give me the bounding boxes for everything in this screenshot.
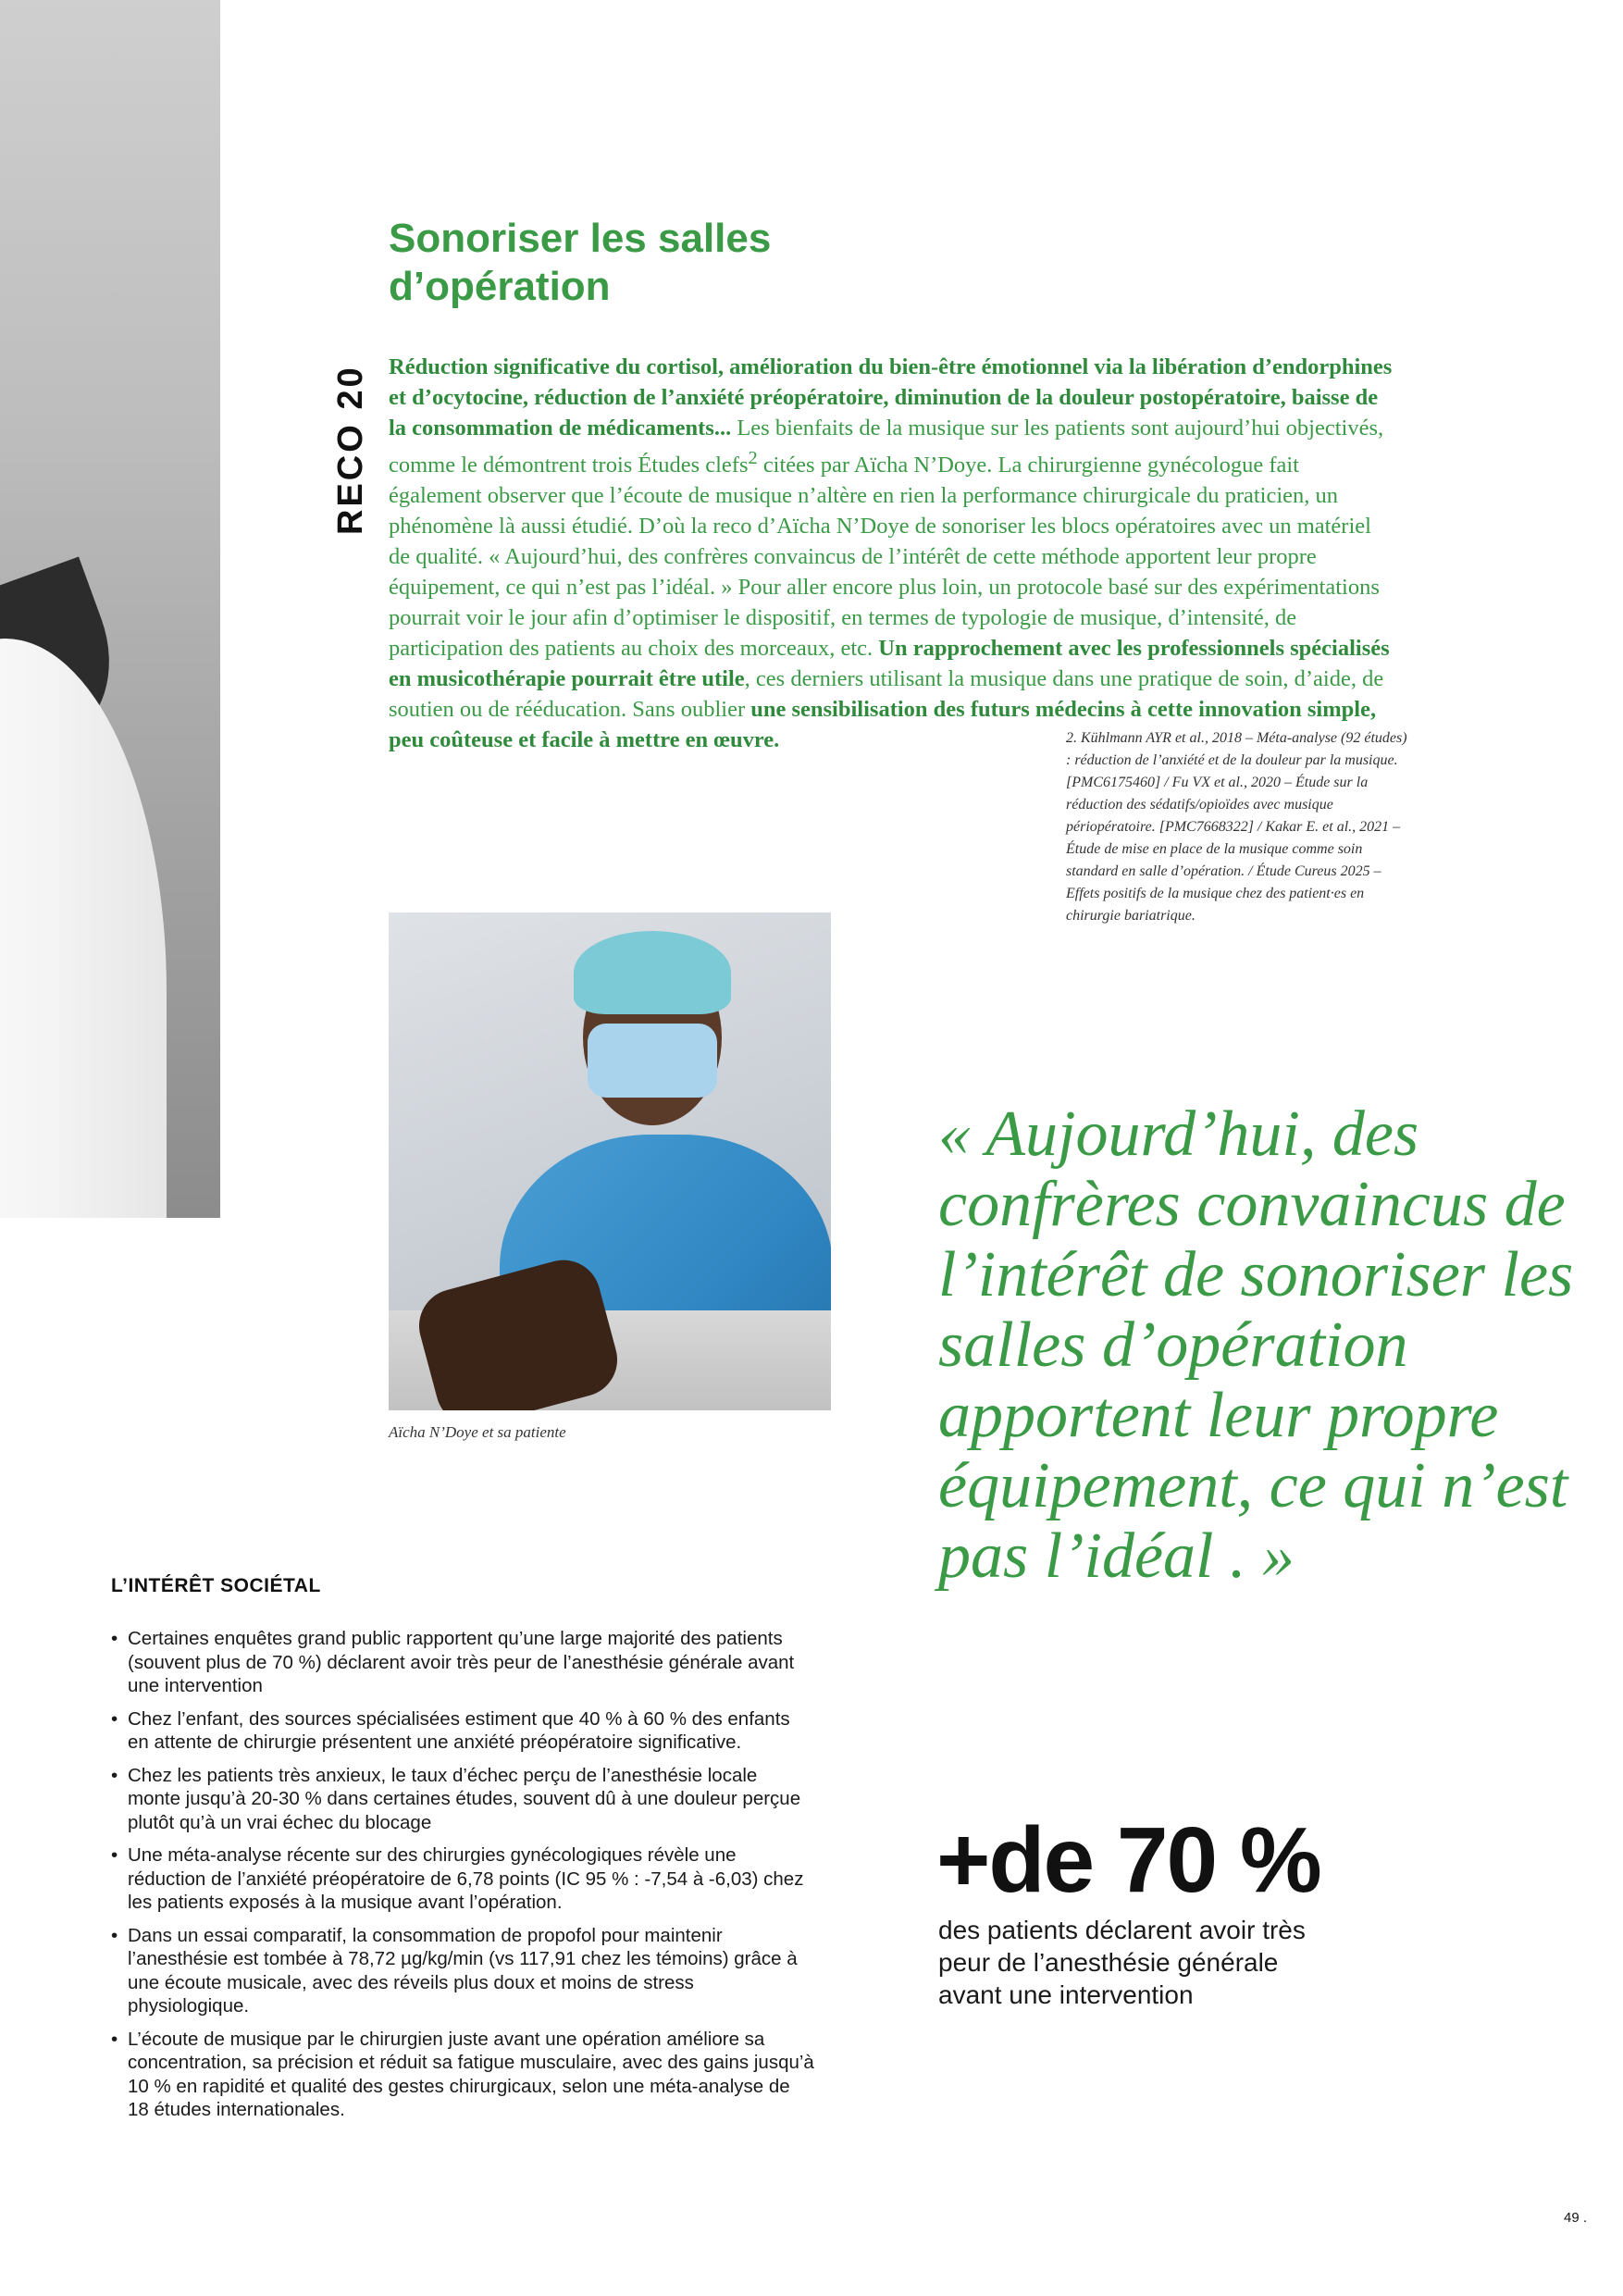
societal-list bbox=[111, 1627, 814, 2131]
page-number: 49 . bbox=[1564, 2210, 1588, 2226]
photo-mask bbox=[588, 1024, 717, 1098]
para-c: , ces derniers utilisant la musique dans une pratique de soin, d’aide, de soutien ou de rééducation. Sans oublier bbox=[389, 666, 1384, 723]
article-title bbox=[389, 215, 907, 311]
left-portrait-photo bbox=[0, 0, 220, 1218]
photo-shoulder bbox=[0, 639, 167, 1218]
stat-number: +de 70 % bbox=[936, 1808, 1320, 1912]
intro-bold: Réduction significative du cortisol, amélioration du bien-être émotionnel via la libération d’endorphines et d’ocytocine, réduction de l’anxiété préopératoire, diminution de la douleur postopératoire, baisse de la consommation de médicaments... bbox=[389, 354, 1393, 441]
list-item: • Une méta-analyse récente sur des chirurgies gynécologiques révèle une réduction de l’anxiété préopératoire de 6,78 points (IC 95 % : -7,54 à -6,03) chez les patients exposés à la musique avant l’opération. bbox=[111, 1843, 814, 1915]
footnote: 2. Kühlmann AYR et al., 2018 – Méta-analyse (92 études) : réduction de l’anxiété et de la douleur par la musique. [PMC6175460] / Fu VX et al., 2020 – Étude sur la réduction des sédatifs/opioïdes avec musique périopératoire. [PMC7668322] / Kakar E. et al., 2021 – Étude de mise en place de la musique comme soin standard en salle d’opération. / Étude Cureus 2025 – Effets positifs de la musique chez des patient·es en chirurgie bariatrique. bbox=[1066, 730, 1407, 924]
list-item: • L’écoute de musique par le chirurgien juste avant une opération améliore sa concentration, sa précision et réduit sa fatigue musculaire, avec des gains jusqu’à 10 % en rapidité et qualité des gestes chirurgicaux, selon une méta-analyse de 18 études internationales. bbox=[111, 2028, 814, 2122]
photo-caption: Aïcha N’Doye et sa patiente bbox=[389, 1423, 566, 1441]
list-item: • Certaines enquêtes grand public rapportent qu’une large majorité des patients (souvent plus de 70 %) déclarent avoir très peur de l’anesthésie générale avant une intervention bbox=[111, 1627, 814, 1698]
bold-c: une sensibilisation des futurs médecins à cette innovation simple, peu coûteuse et facile à mettre en œuvre. bbox=[389, 697, 1377, 753]
footnote-ref: 2 bbox=[748, 448, 758, 468]
title-line-1: Sonoriser les salles bbox=[389, 216, 772, 261]
photo-patient-arm bbox=[411, 1252, 626, 1410]
article-body bbox=[389, 352, 1397, 755]
reco-label: RECO 20 bbox=[331, 365, 370, 535]
para-a: Les bienfaits de la musique sur les patients sont aujourd’hui objectivés, comme le démontrent trois Études clefs bbox=[389, 416, 1384, 478]
title-line-2: d’opération bbox=[389, 264, 611, 309]
pull-quote: « Aujourd’hui, des confrères convaincus de l’intérêt de sonoriser les salles d’opération apportent leur propre équipement, ce qui n’est pas l’idéal . » bbox=[938, 1098, 1574, 1592]
surgeon-photo bbox=[389, 912, 831, 1410]
para-b: citées par Aïcha N’Doye. La chirurgienne gynécologue fait également observer que l’écoute de musique n’altère en rien la performance chirurgicale du praticien, un phénomène là aussi étudié. D’où la reco d’Aïcha N’Doye de sonoriser les blocs opératoires avec un matériel de qualité. « Aujourd’hui, des confrères convaincus de l’intérêt de cette méthode apportent leur propre équipement, ce qui n’est pas l’idéal. » Pour aller encore plus loin, un protocole basé sur des expérimentations pourrait voir le jour afin d’optimiser le dispositif, en termes de typologie de musique, d’intensité, de participation des patients au choix des morceaux, etc. bbox=[389, 453, 1380, 662]
stat-description: des patients déclarent avoir très peur de l’anesthésie générale avant une intervention bbox=[938, 1916, 1306, 2009]
list-item: • Chez les patients très anxieux, le taux d’échec perçu de l’anesthésie locale monte jusqu’à 20-30 % dans certaines études, souvent dû à une douleur perçue plutôt qu’à un vrai échec du blocage bbox=[111, 1764, 814, 1835]
bold-b: Un rapprochement avec les professionnels spécialisés en musicothérapie pourrait être utile bbox=[389, 636, 1390, 692]
list-item: • Chez l’enfant, des sources spécialisées estiment que 40 % à 60 % des enfants en attente de chirurgie présentent une anxiété préopératoire significative. bbox=[111, 1707, 814, 1755]
societal-heading: L’INTÉRÊT SOCIÉTAL bbox=[111, 1575, 321, 1596]
photo-cap bbox=[574, 931, 731, 1014]
list-item: • Dans un essai comparatif, la consommation de propofol pour maintenir l’anesthésie est tombée à 78,72 µg/kg/min (vs 117,91 chez les témoins) grâce à une écoute musicale, avec des réveils plus doux et moins de stress physiologique. bbox=[111, 1924, 814, 2018]
